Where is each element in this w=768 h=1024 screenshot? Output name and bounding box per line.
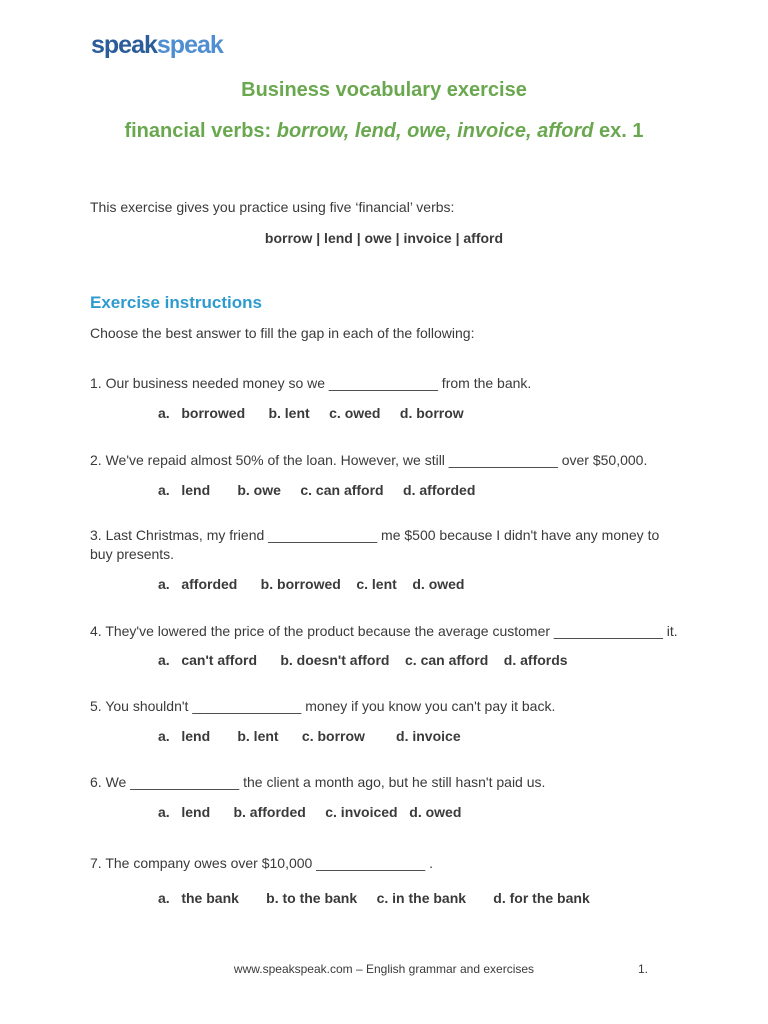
page-number: 1. bbox=[638, 962, 649, 976]
footer-text: www.speakspeak.com – English grammar and exercises bbox=[233, 962, 535, 976]
question-1-options: a. borrowed b. lent c. owed d. borrow bbox=[158, 405, 464, 421]
logo-part-1: speak bbox=[91, 31, 157, 59]
verb-list: borrow | lend | owe | invoice | afford bbox=[264, 230, 504, 246]
question-7-options: a. the bank b. to the bank c. in the bank d. for the bank bbox=[158, 890, 590, 906]
question-3-options: a. afforded b. borrowed c. lent d. owed bbox=[158, 576, 465, 592]
question-2: 2. We've repaid almost 50% of the loan. However, we still ______________ over $50,000. bbox=[90, 452, 648, 468]
page-subtitle bbox=[0, 120, 768, 143]
intro-text: This exercise gives you practice using five ‘financial’ verbs: bbox=[90, 199, 455, 215]
subtitle-prefix: financial verbs: bbox=[124, 120, 277, 142]
question-3: 3. Last Christmas, my friend ______________ me $500 because I didn't have any money to buy presents. bbox=[90, 527, 660, 562]
logo-part-2: speak bbox=[156, 31, 223, 59]
instructions-text: Choose the best answer to fill the gap in each of the following: bbox=[90, 325, 475, 341]
subtitle-suffix: ex. 1 bbox=[593, 120, 644, 142]
question-6-options: a. lend b. afforded c. invoiced d. owed bbox=[158, 804, 462, 820]
question-7: 7. The company owes over $10,000 ______________ . bbox=[90, 855, 433, 871]
question-1: 1. Our business needed money so we ______________ from the bank. bbox=[90, 375, 532, 391]
question-4-options: a. can't afford b. doesn't afford c. can afford d. affords bbox=[158, 652, 568, 668]
question-6: 6. We ______________ the client a month ago, but he still hasn't paid us. bbox=[90, 774, 546, 790]
question-5-options: a. lend b. lent c. borrow d. invoice bbox=[158, 728, 461, 744]
question-4: 4. They've lowered the price of the product because the average customer ______________ it. bbox=[90, 623, 678, 639]
speakspeak-logo bbox=[91, 31, 223, 60]
question-2-options: a. lend b. owe c. can afford d. afforded bbox=[158, 482, 476, 498]
page-title: Business vocabulary exercise bbox=[241, 79, 527, 101]
subtitle-verbs: borrow, lend, owe, invoice, afford bbox=[276, 120, 594, 142]
question-5: 5. You shouldn't ______________ money if you know you can't pay it back. bbox=[90, 698, 556, 714]
instructions-heading: Exercise instructions bbox=[90, 293, 262, 312]
